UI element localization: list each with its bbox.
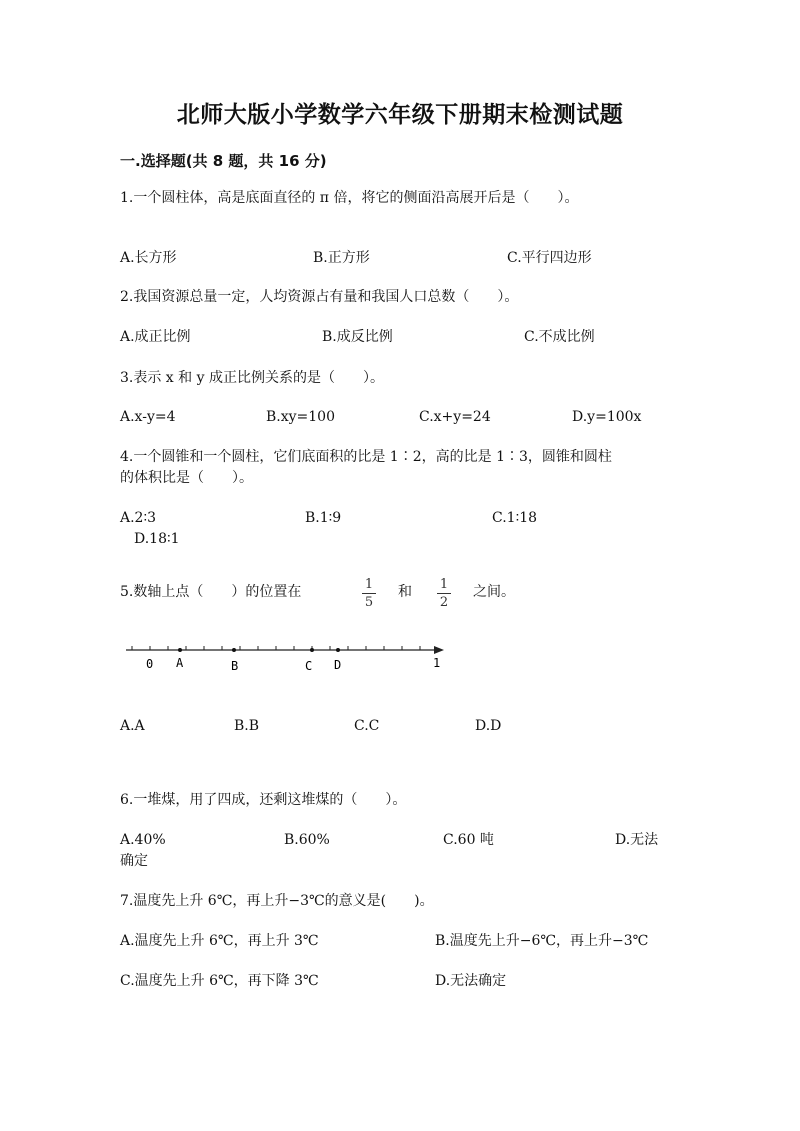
q3-option-b[interactable]: B.xy=100 (266, 409, 335, 425)
q5-option-d[interactable]: D.D (475, 718, 502, 734)
question-6: 6.一堆煤，用了四成，还剩这堆煤的（ ）。 (120, 792, 407, 808)
question-4-line-2: 的体积比是（ ）。 (120, 470, 253, 486)
q3-option-a[interactable]: A.x-y=4 (120, 409, 176, 425)
q3-option-d[interactable]: D.y=100x (572, 409, 642, 425)
q5-option-c[interactable]: C.C (354, 718, 380, 734)
q7-option-b[interactable]: B.温度先上升−6℃，再上升−3℃ (435, 933, 649, 949)
q5-option-b[interactable]: B.B (234, 718, 260, 734)
q6-option-d[interactable]: D.无法 (615, 832, 659, 848)
fraction-one-half (437, 577, 451, 610)
question-5-prefix: 5.数轴上点（ ）的位置在 (120, 584, 302, 600)
fraction-1-denominator: 5 (364, 595, 374, 610)
question-3: 3.表示 x 和 y 成正比例关系的是（ ）。 (120, 370, 384, 386)
q1-option-c[interactable]: C.平行四边形 (507, 250, 592, 266)
question-5-middle: 和 (398, 584, 412, 600)
number-line-arrow (434, 646, 444, 654)
point-b-dot (232, 648, 236, 652)
q1-option-b[interactable]: B.正方形 (313, 250, 370, 266)
q3-option-c[interactable]: C.x+y=24 (419, 409, 491, 425)
point-d-dot (336, 648, 340, 652)
page-title: 北师大版小学数学六年级下册期末检测试题 (176, 102, 624, 128)
number-line-figure (124, 640, 454, 680)
q7-option-c[interactable]: C.温度先上升 6℃，再下降 3℃ (120, 973, 319, 989)
fraction-one-fifth (362, 577, 376, 610)
q2-option-b[interactable]: B.成反比例 (322, 329, 393, 345)
q5-option-a[interactable]: A.A (120, 718, 145, 734)
label-zero: 0 (146, 657, 154, 671)
label-a: A (176, 656, 184, 670)
question-1: 1.一个圆柱体，高是底面直径的 π 倍，将它的侧面沿高展开后是（ ）。 (120, 190, 579, 206)
q2-option-a[interactable]: A.成正比例 (120, 329, 191, 345)
fraction-2-denominator: 2 (439, 595, 449, 610)
label-d: D (334, 658, 342, 672)
q6-option-c[interactable]: C.60 吨 (443, 832, 494, 848)
q2-option-c[interactable]: C.不成比例 (524, 329, 595, 345)
q6-option-d-continued: 确定 (120, 853, 148, 869)
q4-option-c[interactable]: C.1∶18 (492, 510, 538, 526)
question-7: 7.温度先上升 6℃，再上升−3℃的意义是( )。 (120, 893, 434, 909)
question-2: 2.我国资源总量一定，人均资源占有量和我国人口总数（ ）。 (120, 289, 519, 305)
point-a-dot (178, 648, 182, 652)
question-5-suffix: 之间。 (473, 584, 515, 600)
fraction-1-numerator: 1 (364, 577, 374, 592)
label-one: 1 (433, 656, 441, 670)
q4-option-a[interactable]: A.2∶3 (120, 510, 157, 526)
q1-option-a[interactable]: A.长方形 (120, 250, 177, 266)
q4-option-b[interactable]: B.1∶9 (305, 510, 342, 526)
q6-option-a[interactable]: A.40% (120, 832, 166, 848)
point-c-dot (310, 648, 314, 652)
fraction-2-numerator: 1 (439, 577, 449, 592)
question-4-line-1: 4.一个圆锥和一个圆柱，它们底面积的比是 1∶2，高的比是 1∶3，圆锥和圆柱 (120, 449, 612, 465)
q7-option-d[interactable]: D.无法确定 (435, 973, 507, 989)
q7-option-a[interactable]: A.温度先上升 6℃，再上升 3℃ (120, 933, 319, 949)
q6-option-b[interactable]: B.60% (284, 832, 330, 848)
q4-option-d[interactable]: D.18∶1 (134, 531, 180, 547)
label-c: C (305, 659, 313, 673)
label-b: B (231, 659, 239, 673)
section-heading: 一.选择题(共 8 题，共 16 分) (120, 152, 327, 170)
